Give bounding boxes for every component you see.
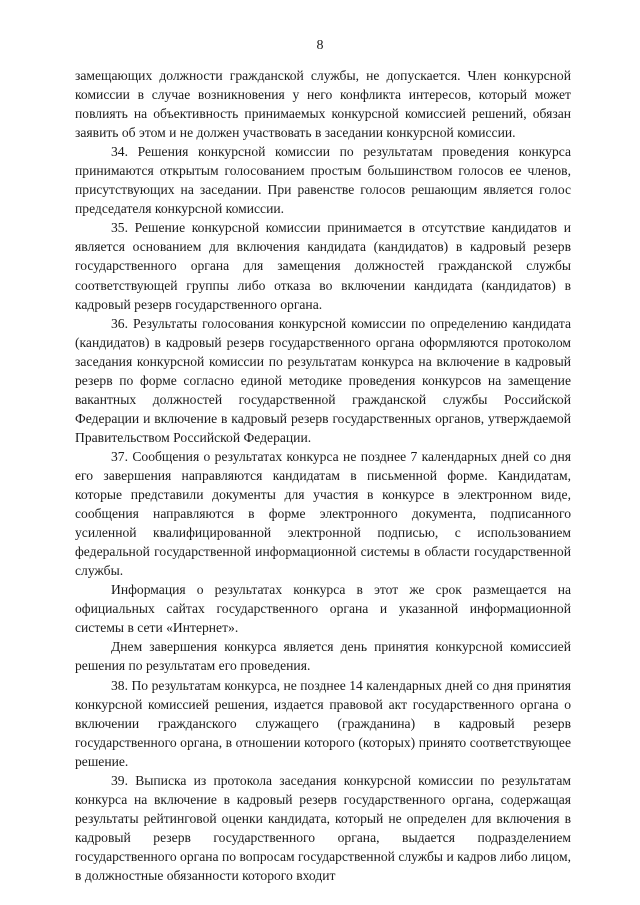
document-body	[75, 66, 571, 885]
page-number: 8	[316, 38, 324, 53]
paragraph-38: 38. По результатам конкурса, не позднее 14 календарных дней со дня принятия конкурсной комиссией решения, издается правовой акт государственного органа о включении гражданского служащего (гражданина) в кадровый резерв государственного органа, в отношении которого (которых) принято соответствующее решение.	[75, 677, 571, 769]
paragraph-36: 36. Результаты голосования конкурсной комиссии по определению кандидата (кандидатов) в кадровый резерв государственного органа оформляются протоколом заседания конкурсной комиссии по результатам конкурса на включение в кадровый резерв по форме согласно единой методике проведения конкурсов на замещение вакантных должностей государственной гражданской службы Российской Федерации и включение в кадровый резерв государственных органов, утверждаемой Правительством Российской Федерации.	[75, 315, 571, 445]
paragraph-continuation: замещающих должности гражданской службы, не допускается. Член конкурсной комиссии в случае возникновения у него конфликта интересов, который может повлиять на объективность принимаемых конкурсной комиссией решений, обязан заявить об этом и не должен участвовать в заседании конкурсной комиссии.	[75, 68, 571, 141]
paragraph-34: 34. Решения конкурсной комиссии по результатам проведения конкурса принимаются открытым голосованием простым большинством голосов ее членов, присутствующих на заседании. При равенстве голосов решающим является голос председателя конкурсной комиссии.	[75, 144, 571, 217]
paragraph-37: 37. Сообщения о результатах конкурса не позднее 7 календарных дней со дня его завершения направляются кандидатам в письменной форме. Кандидатам, которые представили документы для участия в конкурсе в электронном виде, сообщения направляются в форме электронного документа, подписанного усиленной квалифицированной электронной подписью, с использованием федеральной государственной информационной системы в области государственной службы.	[75, 448, 571, 579]
paragraph-39: 39. Выписка из протокола заседания конкурсной комиссии по результатам конкурса на включение в кадровый резерв государственного органа, содержащая результаты рейтинговой оценки кандидата, который не определен для включения в кадровый резерв государственного органа, выдается подразделением государственного органа по вопросам государственной службы и кадров либо лицом, в должностные обязанности которого входит	[75, 772, 571, 883]
paragraph-35: 35. Решение конкурсной комиссии принимается в отсутствие кандидатов и является основанием для включения кандидата (кандидатов) в кадровый резерв государственного органа для замещения должностей гражданской службы соответствующей группы либо отказа во включении кандидата (кандидатов) в кадровый резерв государственного органа.	[75, 220, 571, 312]
paragraph-37-completion-day: Днем завершения конкурса является день принятия конкурсной комиссией решения по результатам его проведения.	[75, 639, 571, 674]
paragraph-37-information: Информация о результатах конкурса в этот же срок размещается на официальных сайтах государственного органа и указанной информационной системы в сети «Интернет».	[75, 582, 571, 636]
